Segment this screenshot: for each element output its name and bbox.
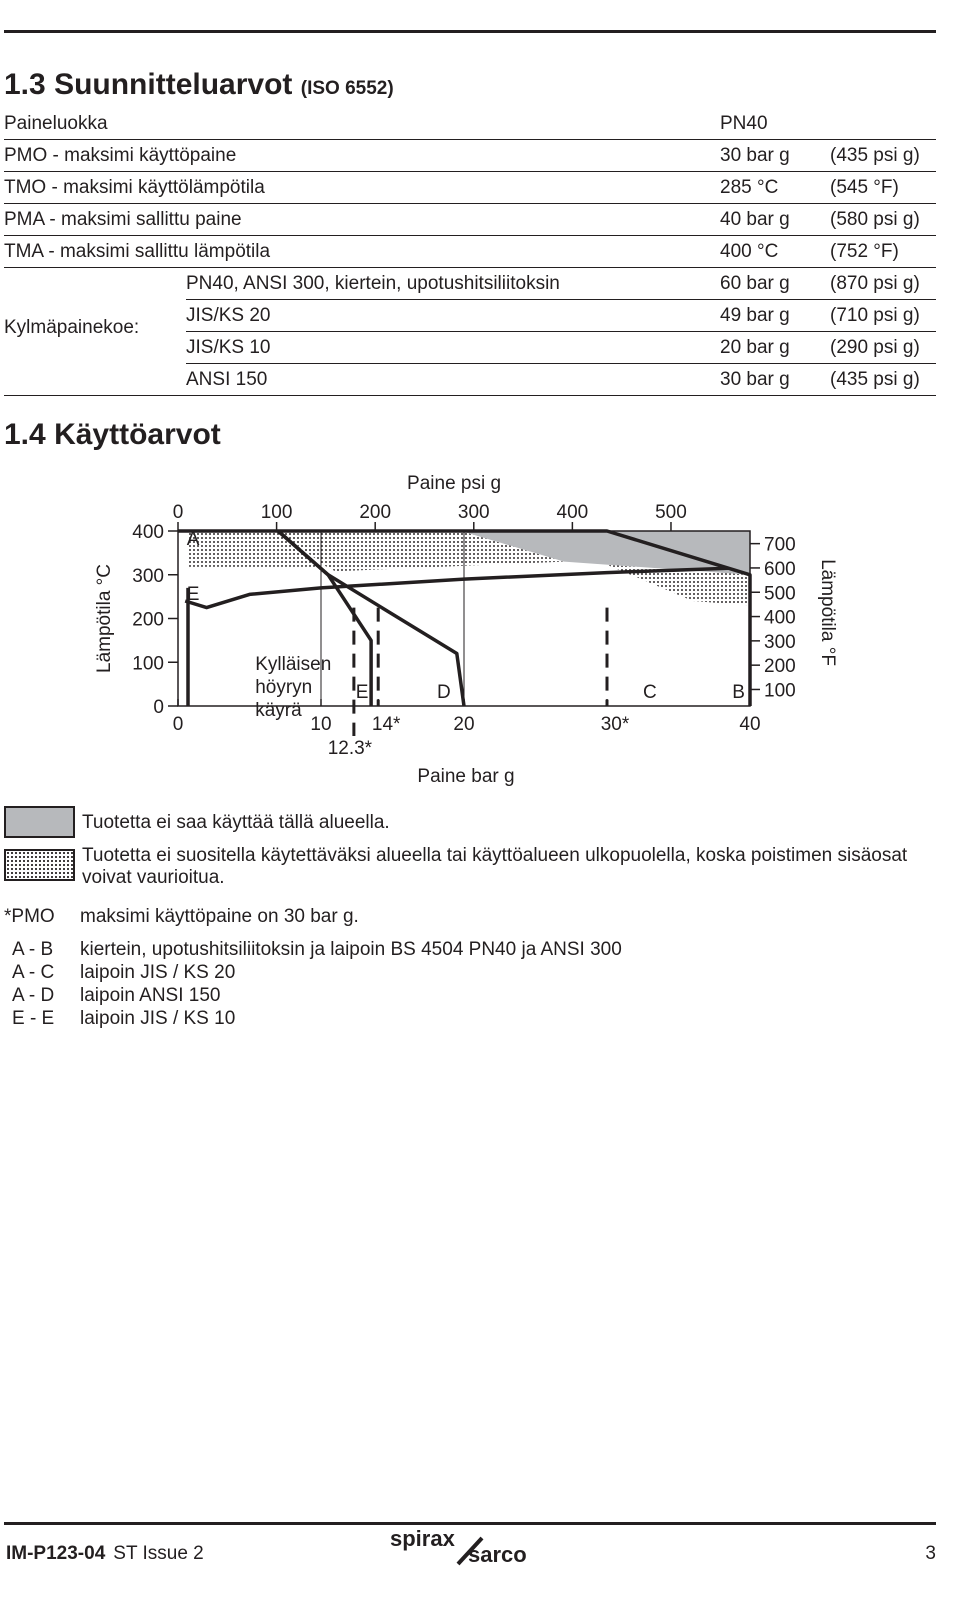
logo-bottom-text: sarco xyxy=(468,1542,527,1566)
top-axis-label: Paine psi g xyxy=(407,473,502,494)
legend-grey-swatch xyxy=(4,806,75,838)
psi-tick-label: 500 xyxy=(655,502,687,523)
spirax-sarco-logo xyxy=(386,1526,556,1566)
spec-row xyxy=(4,204,936,236)
fahrenheit-tick-label: 200 xyxy=(764,656,796,678)
footer-rule xyxy=(4,1522,936,1525)
page-number: 3 xyxy=(925,1543,936,1564)
fahrenheit-tick-label: 100 xyxy=(764,680,796,702)
bar-tick-label: 14* xyxy=(371,714,401,735)
spec-value: 285 °C xyxy=(720,177,779,198)
note-key: A - D xyxy=(12,985,55,1006)
cold-test-label: JIS/KS 10 xyxy=(186,337,271,358)
spec-value: 400 °C xyxy=(720,241,779,262)
top-rule xyxy=(4,30,936,33)
note-text: laipoin JIS / KS 20 xyxy=(80,962,236,983)
note-key: E - E xyxy=(12,1008,55,1029)
cold-test-label: PN40, ANSI 300, kiertein, upotushitsiliitoksin xyxy=(186,273,560,294)
footer-issue-text: ST Issue 2 xyxy=(113,1543,204,1564)
celsius-tick-label: 400 xyxy=(132,522,164,543)
celsius-tick-label: 200 xyxy=(132,609,164,631)
spec-value: PN40 xyxy=(720,113,768,134)
note-text: kiertein, upotushitsiliitoksin ja laipoin BS 4504 PN40 ja ANSI 300 xyxy=(80,939,622,960)
note-text: maksimi käyttöpaine on 30 bar g. xyxy=(80,906,359,927)
psi-tick-label: 0 xyxy=(172,502,184,523)
point-label-d: D xyxy=(436,682,451,703)
spec-alt: (580 psi g) xyxy=(830,209,920,230)
spec-label: TMO - maksimi käyttölämpötila xyxy=(4,177,265,198)
cold-test-row xyxy=(186,364,936,396)
cold-test-value: 30 bar g xyxy=(720,369,790,390)
chart-svg xyxy=(0,460,960,800)
note-key: A - B xyxy=(12,939,54,960)
cold-test-value: 60 bar g xyxy=(720,273,790,294)
fahrenheit-tick-label: 700 xyxy=(764,534,796,556)
table-rule xyxy=(4,395,936,396)
psi-tick-label: 400 xyxy=(556,502,589,523)
spec-value: 30 bar g xyxy=(720,145,790,166)
saturation-curve-label: käyrä xyxy=(255,700,302,722)
spec-alt: (435 psi g) xyxy=(830,145,920,166)
cold-test-alt: (870 psi g) xyxy=(830,273,920,294)
psi-tick-label: 200 xyxy=(359,502,392,523)
note-key: *PMO xyxy=(4,906,55,927)
fahrenheit-tick-label: 300 xyxy=(764,631,796,653)
point-label-a: A xyxy=(186,529,200,550)
celsius-tick-label: 100 xyxy=(132,653,164,675)
cold-test-row xyxy=(186,332,936,364)
bar-tick-label: 0 xyxy=(172,714,184,735)
section-1-4-number: 1.4 xyxy=(4,418,46,451)
spec-alt: (545 °F) xyxy=(830,177,899,198)
logo-top-text: spirax xyxy=(390,1526,455,1551)
section-1-4-title: Käyttöarvot xyxy=(54,418,221,451)
fahrenheit-tick-label: 400 xyxy=(764,607,796,629)
note-text: laipoin ANSI 150 xyxy=(80,985,221,1006)
note-text: laipoin JIS / KS 10 xyxy=(80,1008,236,1029)
spec-row xyxy=(4,140,936,172)
point-label-b: B xyxy=(732,682,745,703)
section-1-3-number: 1.3 xyxy=(4,68,46,101)
saturation-curve-label: Kylläisen xyxy=(255,654,332,676)
legend-dots-swatch xyxy=(4,849,75,881)
cold-test-row xyxy=(186,268,936,300)
note-key: A - C xyxy=(12,962,55,983)
legend-grey-text: Tuotetta ei saa käyttää tällä alueella. xyxy=(82,812,390,833)
spec-label: PMO - maksimi käyttöpaine xyxy=(4,145,237,166)
left-axis-label: Lämpötila °C xyxy=(94,564,115,673)
point-label-e-bottom: E xyxy=(355,682,369,703)
spec-value: 40 bar g xyxy=(720,209,790,230)
spec-label: TMA - maksimi sallittu lämpötila xyxy=(4,241,271,262)
psi-tick-label: 100 xyxy=(260,502,293,523)
spec-label: Paineluokka xyxy=(4,113,108,134)
bar-tick-label: 30* xyxy=(600,714,630,735)
section-1-3-title: Suunnitteluarvot xyxy=(54,68,293,101)
cold-test-value: 20 bar g xyxy=(720,337,790,358)
psi-tick-label: 300 xyxy=(457,502,490,523)
cold-test-label: ANSI 150 xyxy=(186,369,268,390)
saturation-curve-label: höyryn xyxy=(255,677,313,699)
operating-range-chart xyxy=(0,460,960,800)
cold-test-alt: (435 psi g) xyxy=(830,369,920,390)
fahrenheit-tick-label: 500 xyxy=(764,583,796,605)
spec-label: PMA - maksimi sallittu paine xyxy=(4,209,242,230)
fahrenheit-tick-label: 600 xyxy=(764,558,796,580)
point-label-e-top: E xyxy=(186,583,200,605)
cold-test-value: 49 bar g xyxy=(720,305,790,326)
footer-document-code xyxy=(6,1543,204,1565)
celsius-tick-label: 300 xyxy=(132,565,164,587)
bar-tick-label-12-3: 12.3* xyxy=(327,738,373,759)
bar-tick-label: 20 xyxy=(453,714,475,735)
celsius-tick-label: 0 xyxy=(153,697,164,718)
cold-test-label: JIS/KS 20 xyxy=(186,305,271,326)
bar-tick-label: 40 xyxy=(739,714,761,735)
section-1-3-standard: (ISO 6552) xyxy=(300,78,394,99)
cold-test-alt: (290 psi g) xyxy=(830,337,920,358)
right-axis-label: Lämpötila °F xyxy=(817,559,838,666)
section-1-4-heading xyxy=(4,418,221,452)
spec-row xyxy=(4,108,936,140)
footer-code-text: IM-P123-04 xyxy=(6,1543,106,1564)
legend-dots-text: Tuotetta ei suositella käytettäväksi alueella tai käyttöalueen ulkopuolella, koska poistimen sisäosat voivat vaurioitua. xyxy=(82,845,908,888)
spec-alt: (752 °F) xyxy=(830,241,899,262)
spec-row xyxy=(4,172,936,204)
cold-test-label-main: Kylmäpainekoe: xyxy=(4,317,140,338)
bottom-axis-label: Paine bar g xyxy=(417,766,515,787)
bar-tick-label: 10 xyxy=(310,714,332,735)
point-label-c: C xyxy=(643,682,657,703)
cold-test-row xyxy=(186,300,936,332)
spec-row xyxy=(4,236,936,268)
section-1-3-heading xyxy=(4,68,394,102)
cold-test-alt: (710 psi g) xyxy=(830,305,920,326)
